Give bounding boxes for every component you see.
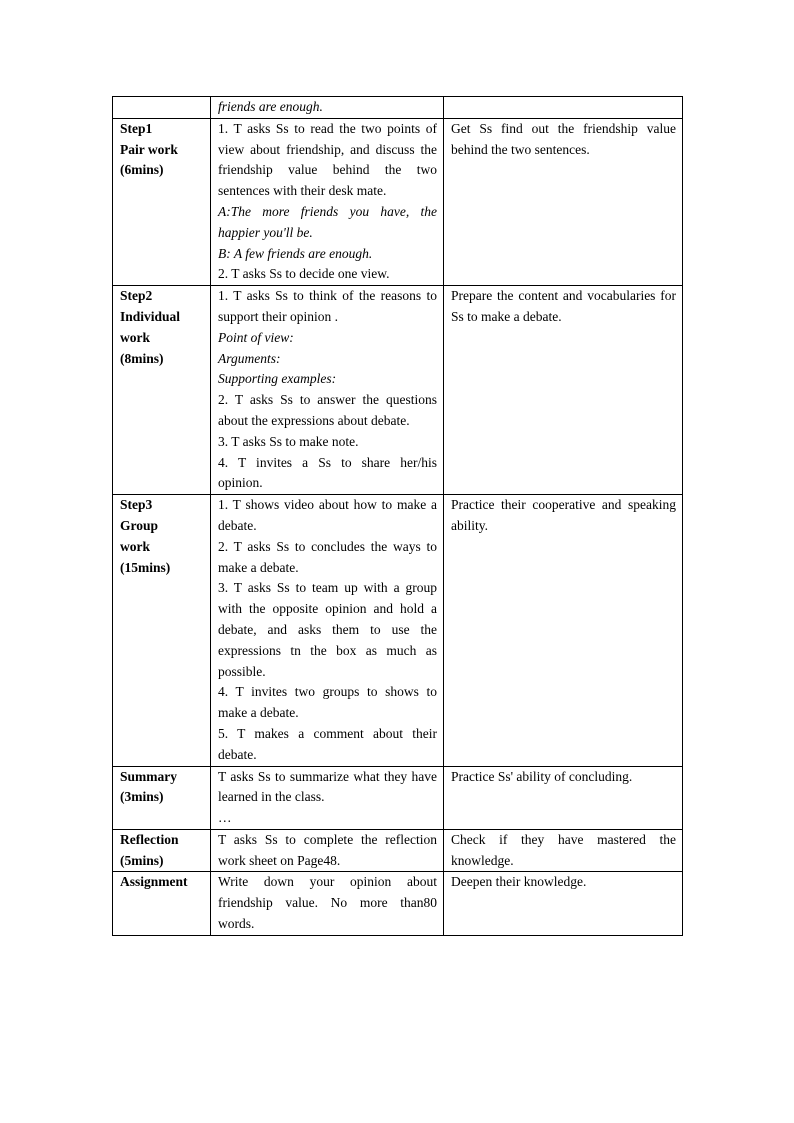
procedure-line: 2. T asks Ss to decide one view. xyxy=(218,266,390,282)
stage-label: (5mins) xyxy=(120,852,164,868)
table-row xyxy=(113,286,683,495)
purpose-cell xyxy=(444,829,683,872)
stage-label: Step3 xyxy=(120,497,153,513)
procedure-line: friends are enough. xyxy=(218,99,323,114)
procedure-cell xyxy=(211,118,444,285)
purpose-cell xyxy=(444,97,683,119)
stage-cell xyxy=(113,495,211,766)
purpose-cell xyxy=(444,286,683,495)
stage-label: Pair work xyxy=(120,141,178,157)
stage-cell xyxy=(113,872,211,935)
procedure-line: Point of view: xyxy=(218,329,294,345)
procedure-line: 1. T asks Ss to think of the reasons to support their opinion . xyxy=(218,288,437,324)
stage-cell xyxy=(113,118,211,285)
procedure-cell xyxy=(211,766,444,829)
table-row xyxy=(113,872,683,935)
stage-cell xyxy=(113,766,211,829)
procedure-line: Supporting examples: xyxy=(218,371,337,387)
stage-label: work xyxy=(120,538,150,554)
procedure-cell xyxy=(211,97,444,119)
stage-label: Reflection xyxy=(120,831,179,847)
purpose-cell xyxy=(444,118,683,285)
procedure-cell xyxy=(211,286,444,495)
purpose-line: Prepare the content and vocabularies for Ss to make a debate. xyxy=(451,288,676,324)
table-row xyxy=(113,97,683,119)
purpose-line: Get Ss find out the friendship value behind the two sentences. xyxy=(451,120,676,157)
procedure-line: … xyxy=(218,810,232,826)
table-row xyxy=(113,829,683,872)
procedure-line: 3. T asks Ss to team up with a group with the opposite opinion and hold a debate, and asks them to use the expressions tn the box as much as possible. xyxy=(218,580,437,679)
stage-label: (3mins) xyxy=(120,789,164,805)
table-row xyxy=(113,118,683,285)
stage-label: Step2 xyxy=(120,288,153,304)
purpose-line: Check if they have mastered the knowledge. xyxy=(451,831,676,868)
stage-label: work xyxy=(120,329,150,345)
procedure-line: 1. T shows video about how to make a debate. xyxy=(218,497,437,533)
procedure-cell xyxy=(211,495,444,766)
procedure-line: Write down your opinion about friendship value. No more than80 words. xyxy=(218,874,437,932)
purpose-cell xyxy=(444,495,683,766)
table-row xyxy=(113,495,683,766)
procedure-line: 5. T makes a comment about their debate. xyxy=(218,725,437,762)
purpose-line: Practice Ss' ability of concluding. xyxy=(451,768,633,784)
purpose-cell xyxy=(444,872,683,935)
stage-label: Summary xyxy=(120,768,177,784)
stage-label: Individual xyxy=(120,308,181,324)
procedure-line: T asks Ss to complete the reflection work sheet on Page48. xyxy=(218,831,437,868)
procedure-line: Arguments: xyxy=(218,350,281,366)
lesson-plan-table xyxy=(112,96,683,936)
stage-cell xyxy=(113,97,211,119)
procedure-line: 4. T invites two groups to shows to make a debate. xyxy=(218,684,437,721)
stage-label: Assignment xyxy=(120,874,188,890)
stage-label: Group xyxy=(120,517,159,533)
stage-cell xyxy=(113,286,211,495)
procedure-line: 1. T asks Ss to read the two points of view about friendship, and discuss the friendship value behind the two sentences with their desk mate. xyxy=(218,120,437,199)
stage-label: (8mins) xyxy=(120,350,164,366)
procedure-line: T asks Ss to summarize what they have learned in the class. xyxy=(218,768,437,805)
stage-label: (15mins) xyxy=(120,559,171,575)
procedure-cell xyxy=(211,829,444,872)
procedure-line: 4. T invites a Ss to share her/his opinion. xyxy=(218,454,437,491)
procedure-line: A:The more friends you have, the happier you'll be. xyxy=(218,203,437,240)
procedure-cell xyxy=(211,872,444,935)
lesson-plan-body xyxy=(113,97,683,936)
stage-label: Step1 xyxy=(120,120,153,136)
purpose-line: Deepen their knowledge. xyxy=(451,874,587,890)
purpose-cell xyxy=(444,766,683,829)
purpose-line: Practice their cooperative and speaking ability. xyxy=(451,497,676,533)
procedure-line: B: A few friends are enough. xyxy=(218,245,373,261)
procedure-line: 2. T asks Ss to answer the questions about the expressions about debate. xyxy=(218,392,437,428)
procedure-line: 3. T asks Ss to make note. xyxy=(218,433,359,449)
procedure-line: 2. T asks Ss to concludes the ways to make a debate. xyxy=(218,538,437,575)
stage-label: (6mins) xyxy=(120,162,164,178)
stage-cell xyxy=(113,829,211,872)
table-row xyxy=(113,766,683,829)
